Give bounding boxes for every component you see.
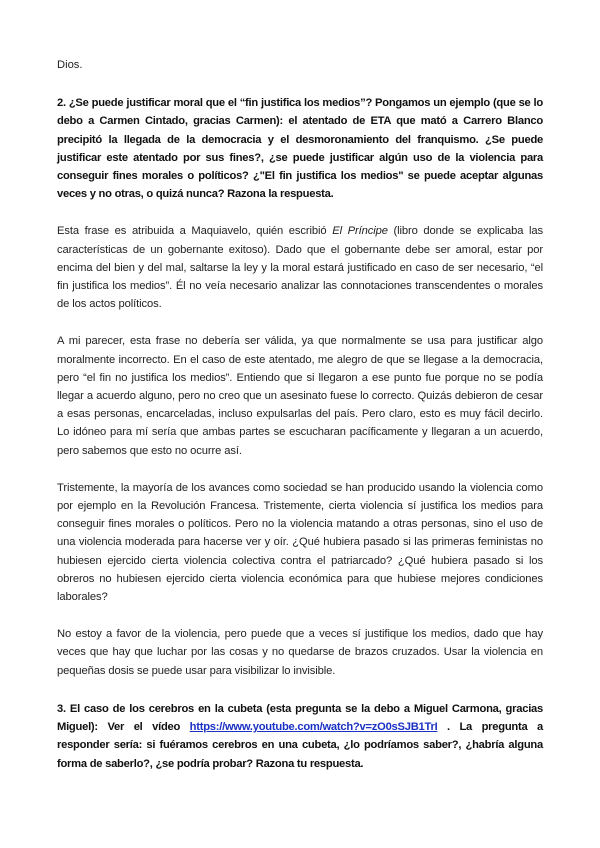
paragraph-1	[57, 222, 543, 313]
paragraph-1-text-b: (libro donde se explicaba las características de un gobernante exitoso). Dado que el gobernante debe ser amoral, estar por encima del bien y del mal, saltarse la ley y la moral estará justificado en caso de ser necesario, “el fin justifica los medios”. Él no veía necesario analizar las connotaciones transcendentes o morales de los actos políticos.	[57, 225, 543, 311]
question-3-text-b: . La pregunta a responder sería: si fuéramos cerebros en una cubeta, ¿lo podríamos saber?, ¿habría alguna forma de saberlo?, ¿se podría probar? Razona tu respuesta.	[57, 721, 543, 770]
question-3-text-a: 3. El caso de los cerebros en la cubeta (esta pregunta se la debo a Miguel Carmona, gracias Miguel): Ver el vídeo	[57, 702, 543, 734]
video-link[interactable]: https://www.youtube.com/watch?v=zO0sSJB1TrI	[189, 721, 438, 734]
question-3	[57, 700, 543, 773]
book-title: El Príncipe	[332, 225, 388, 238]
paragraph-4: No estoy a favor de la violencia, pero puede que a veces sí justifique los medios, dado que hay veces que hay que luchar por las cosas y no quedarse de brazos cruzados. Usar la violencia en pequeñas dosis se puede usar para visibilizar lo invisible.	[57, 628, 543, 677]
document-body	[57, 56, 543, 773]
paragraph-2: A mi parecer, esta frase no debería ser válida, ya que normalmente se usa para justificar algo moralmente incorrecto. En el caso de este atentado, me alegro de que se llegase a la democracia, pero “el fin no justifica los medios”. Entiendo que si llegaron a ese punto fue porque no se podía llegar a acuerdo alguno, pero no creo que un asesinato fuese lo correcto. Quizás debieron de cesar a esas personas, encarceladas, incluso expulsarlas del país. Pero claro, esto es muy fácil decirlo. Lo idóneo para mí sería que ambas partes se escucharan pacíficamente y llegaran a un acuerdo, pero sabemos que esto no ocurre así.	[57, 335, 543, 457]
paragraph-3: Tristemente, la mayoría de los avances como sociedad se han producido usando la violencia como por ejemplo en la Revolución Francesa. Tristemente, cierta violencia sí justifica los medios para conseguir fines morales o políticos. Pero no la violencia matando a otras personas, sino el uso de una violencia moderada para hacerse ver y oír. ¿Qué hubiera pasado si las primeras feministas no hubiesen ejercido cierta violencia colectiva contra el patriarcado? ¿Qué hubiera pasado si los obreros no hubiesen ejercido cierta violencia económica para que hubiese mejores condiciones laborales?	[57, 481, 543, 604]
paragraph-1-text-a: Esta frase es atribuida a Maquiavelo, quién escribió	[57, 225, 333, 238]
question-2: 2. ¿Se puede justificar moral que el “fin justifica los medios”? Pongamos un ejemplo (que se lo debo a Carmen Cintado, gracias Carmen): el atentado de ETA que mató a Carrero Blanco precipitó la llegada de la democracia y el desmoronamiento del franquismo. ¿Se puede justificar este atentado por sus fines?, ¿se puede justificar algún uso de la violencia para conseguir fines morales o políticos? ¿"El fin justifica los medios" se puede aceptar algunas veces y no otras, o quizá nunca? Razona la respuesta.	[57, 97, 543, 201]
intro-fragment: Dios.	[57, 59, 83, 71]
